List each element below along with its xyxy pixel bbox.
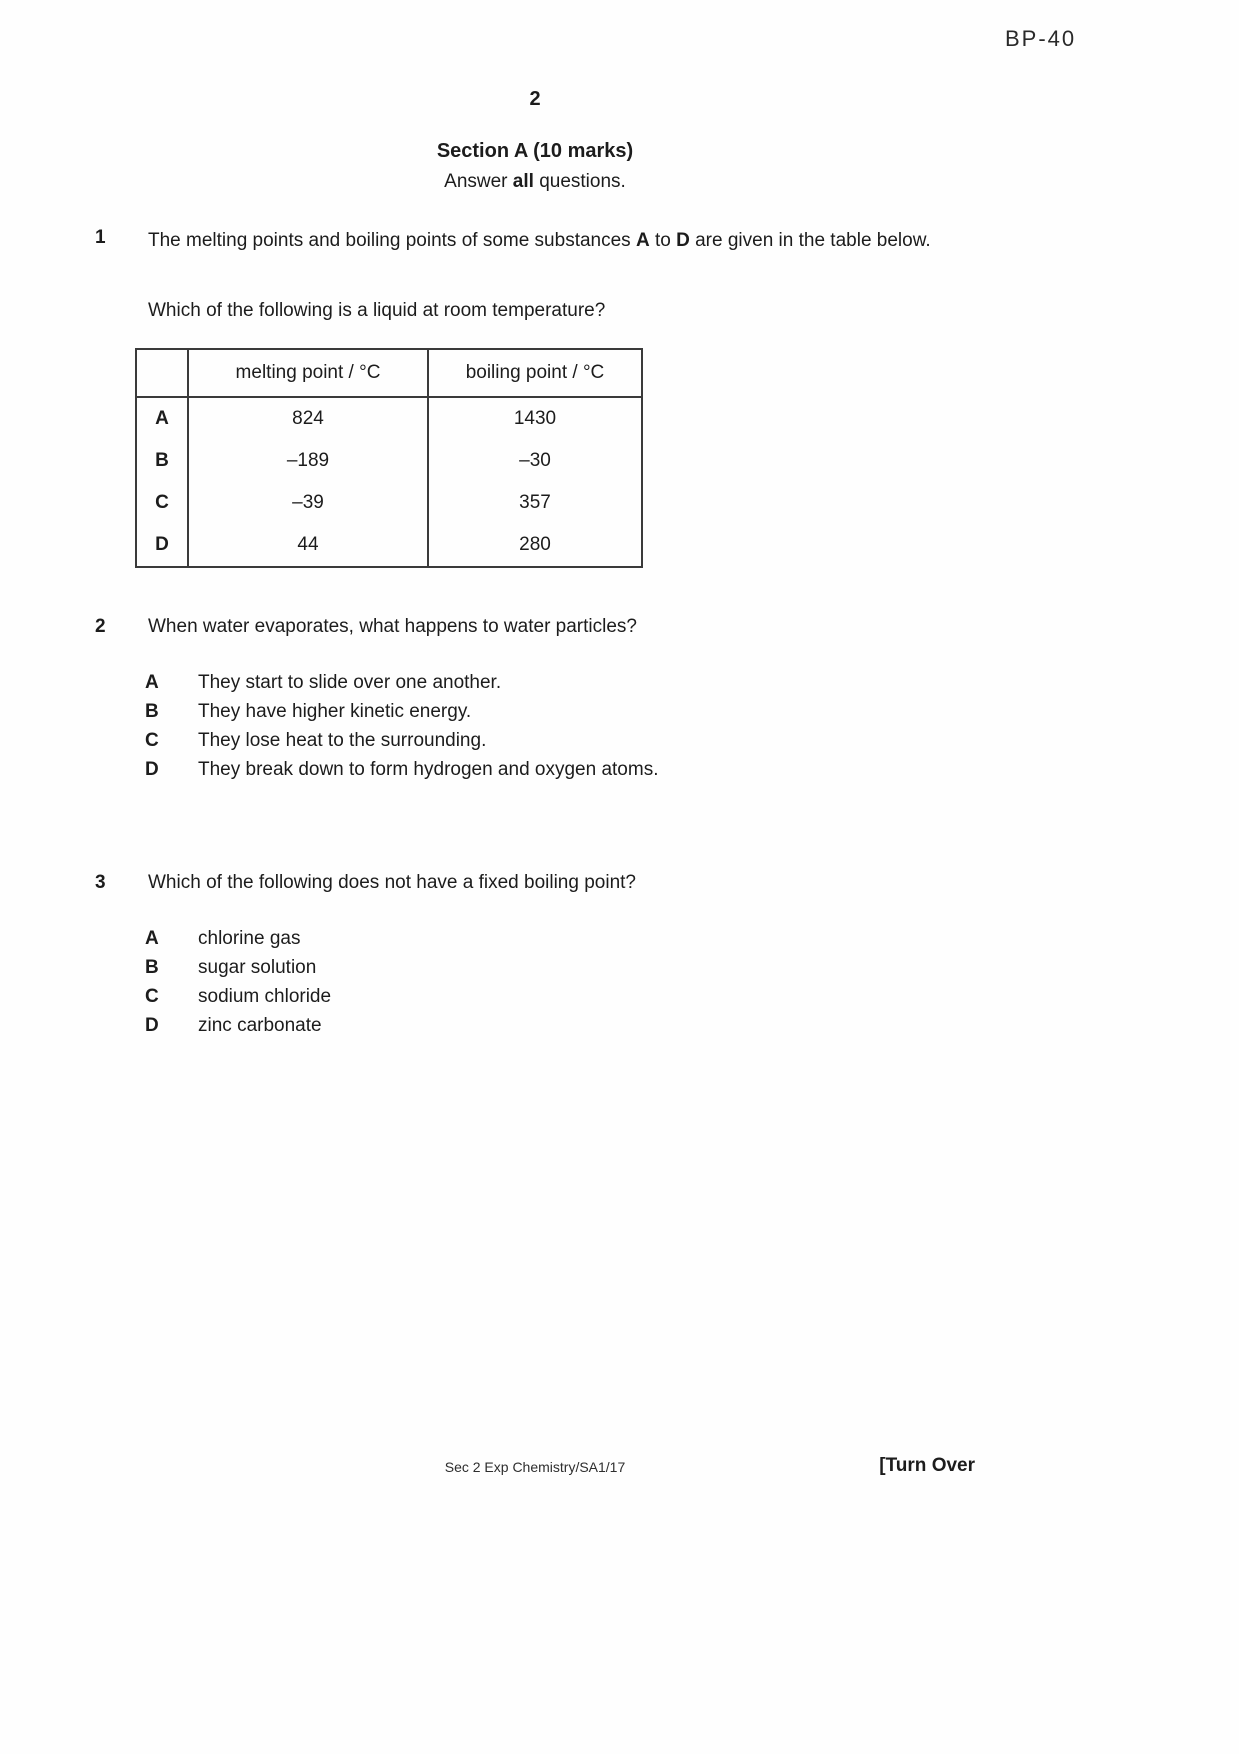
section-instruction (95, 171, 975, 193)
option-label: A (145, 928, 159, 949)
instruction-pre: Answer (444, 171, 513, 192)
option-text: zinc carbonate (198, 1015, 322, 1036)
table-row (136, 482, 642, 524)
option-label: A (145, 672, 159, 693)
option-row (145, 730, 658, 759)
question-2-number: 2 (95, 616, 106, 637)
paper-code: BP-40 (1005, 26, 1077, 51)
option-text: They break down to form hydrogen and oxygen atoms. (198, 759, 659, 780)
option-text: They lose heat to the surrounding. (198, 730, 487, 751)
option-row (145, 1015, 331, 1044)
option-row (145, 957, 331, 986)
option-row (145, 672, 658, 701)
question-3-options (145, 928, 331, 1044)
turn-over-label: [Turn Over (879, 1455, 975, 1476)
option-text: sugar solution (198, 957, 317, 978)
option-label: D (145, 759, 159, 780)
melting-boiling-table (135, 348, 643, 568)
instruction-bold: all (512, 171, 534, 192)
row-label: B (136, 440, 188, 482)
header-boiling-point: boiling point / °C (428, 349, 642, 397)
q1-stem-bold-a: A (635, 230, 650, 251)
boiling-value: 280 (428, 524, 642, 567)
option-label: D (145, 1015, 159, 1036)
option-row (145, 701, 658, 730)
melting-boiling-table-wrap (135, 348, 643, 568)
boiling-value: 1430 (428, 397, 642, 440)
table-row (136, 397, 642, 440)
question-1-number: 1 (95, 227, 106, 248)
melting-value: 824 (188, 397, 428, 440)
row-label: C (136, 482, 188, 524)
row-label: A (136, 397, 188, 440)
option-label: C (145, 730, 159, 751)
option-label: B (145, 957, 159, 978)
question-3-stem: Which of the following does not have a fixed boiling point? (148, 872, 636, 893)
table-row (136, 524, 642, 567)
footer-paper-reference: Sec 2 Exp Chemistry/SA1/17 (444, 1459, 626, 1475)
header-melting-point: melting point / °C (188, 349, 428, 397)
q1-stem-part3: are given in the table below. (689, 230, 931, 251)
melting-value: –39 (188, 482, 428, 524)
boiling-value: 357 (428, 482, 642, 524)
question-2-options (145, 672, 658, 788)
q1-stem-part2: to (649, 230, 677, 251)
melting-value: –189 (188, 440, 428, 482)
option-text: They have higher kinetic energy. (198, 701, 472, 722)
boiling-value: –30 (428, 440, 642, 482)
row-label: D (136, 524, 188, 567)
option-row (145, 986, 331, 1015)
question-2-stem: When water evaporates, what happens to water particles? (148, 616, 637, 637)
question-1-stem (148, 227, 960, 255)
table-row (136, 440, 642, 482)
section-title: Section A (10 marks) (436, 140, 634, 162)
melting-value: 44 (188, 524, 428, 567)
option-row (145, 759, 658, 788)
option-label: B (145, 701, 159, 722)
header-blank-cell (136, 349, 188, 397)
option-label: C (145, 986, 159, 1007)
option-text: They start to slide over one another. (198, 672, 502, 693)
option-text: sodium chloride (198, 986, 332, 1007)
question-3-number: 3 (95, 872, 106, 893)
question-1-prompt: Which of the following is a liquid at room temperature? (148, 300, 606, 321)
q1-stem-part1: The melting points and boiling points of some substances (148, 230, 636, 251)
page-number: 2 (529, 88, 541, 110)
option-row (145, 928, 331, 957)
instruction-post: questions. (533, 171, 626, 192)
table-header-row (136, 349, 642, 397)
q1-stem-bold-d: D (676, 230, 690, 251)
option-text: chlorine gas (198, 928, 301, 949)
